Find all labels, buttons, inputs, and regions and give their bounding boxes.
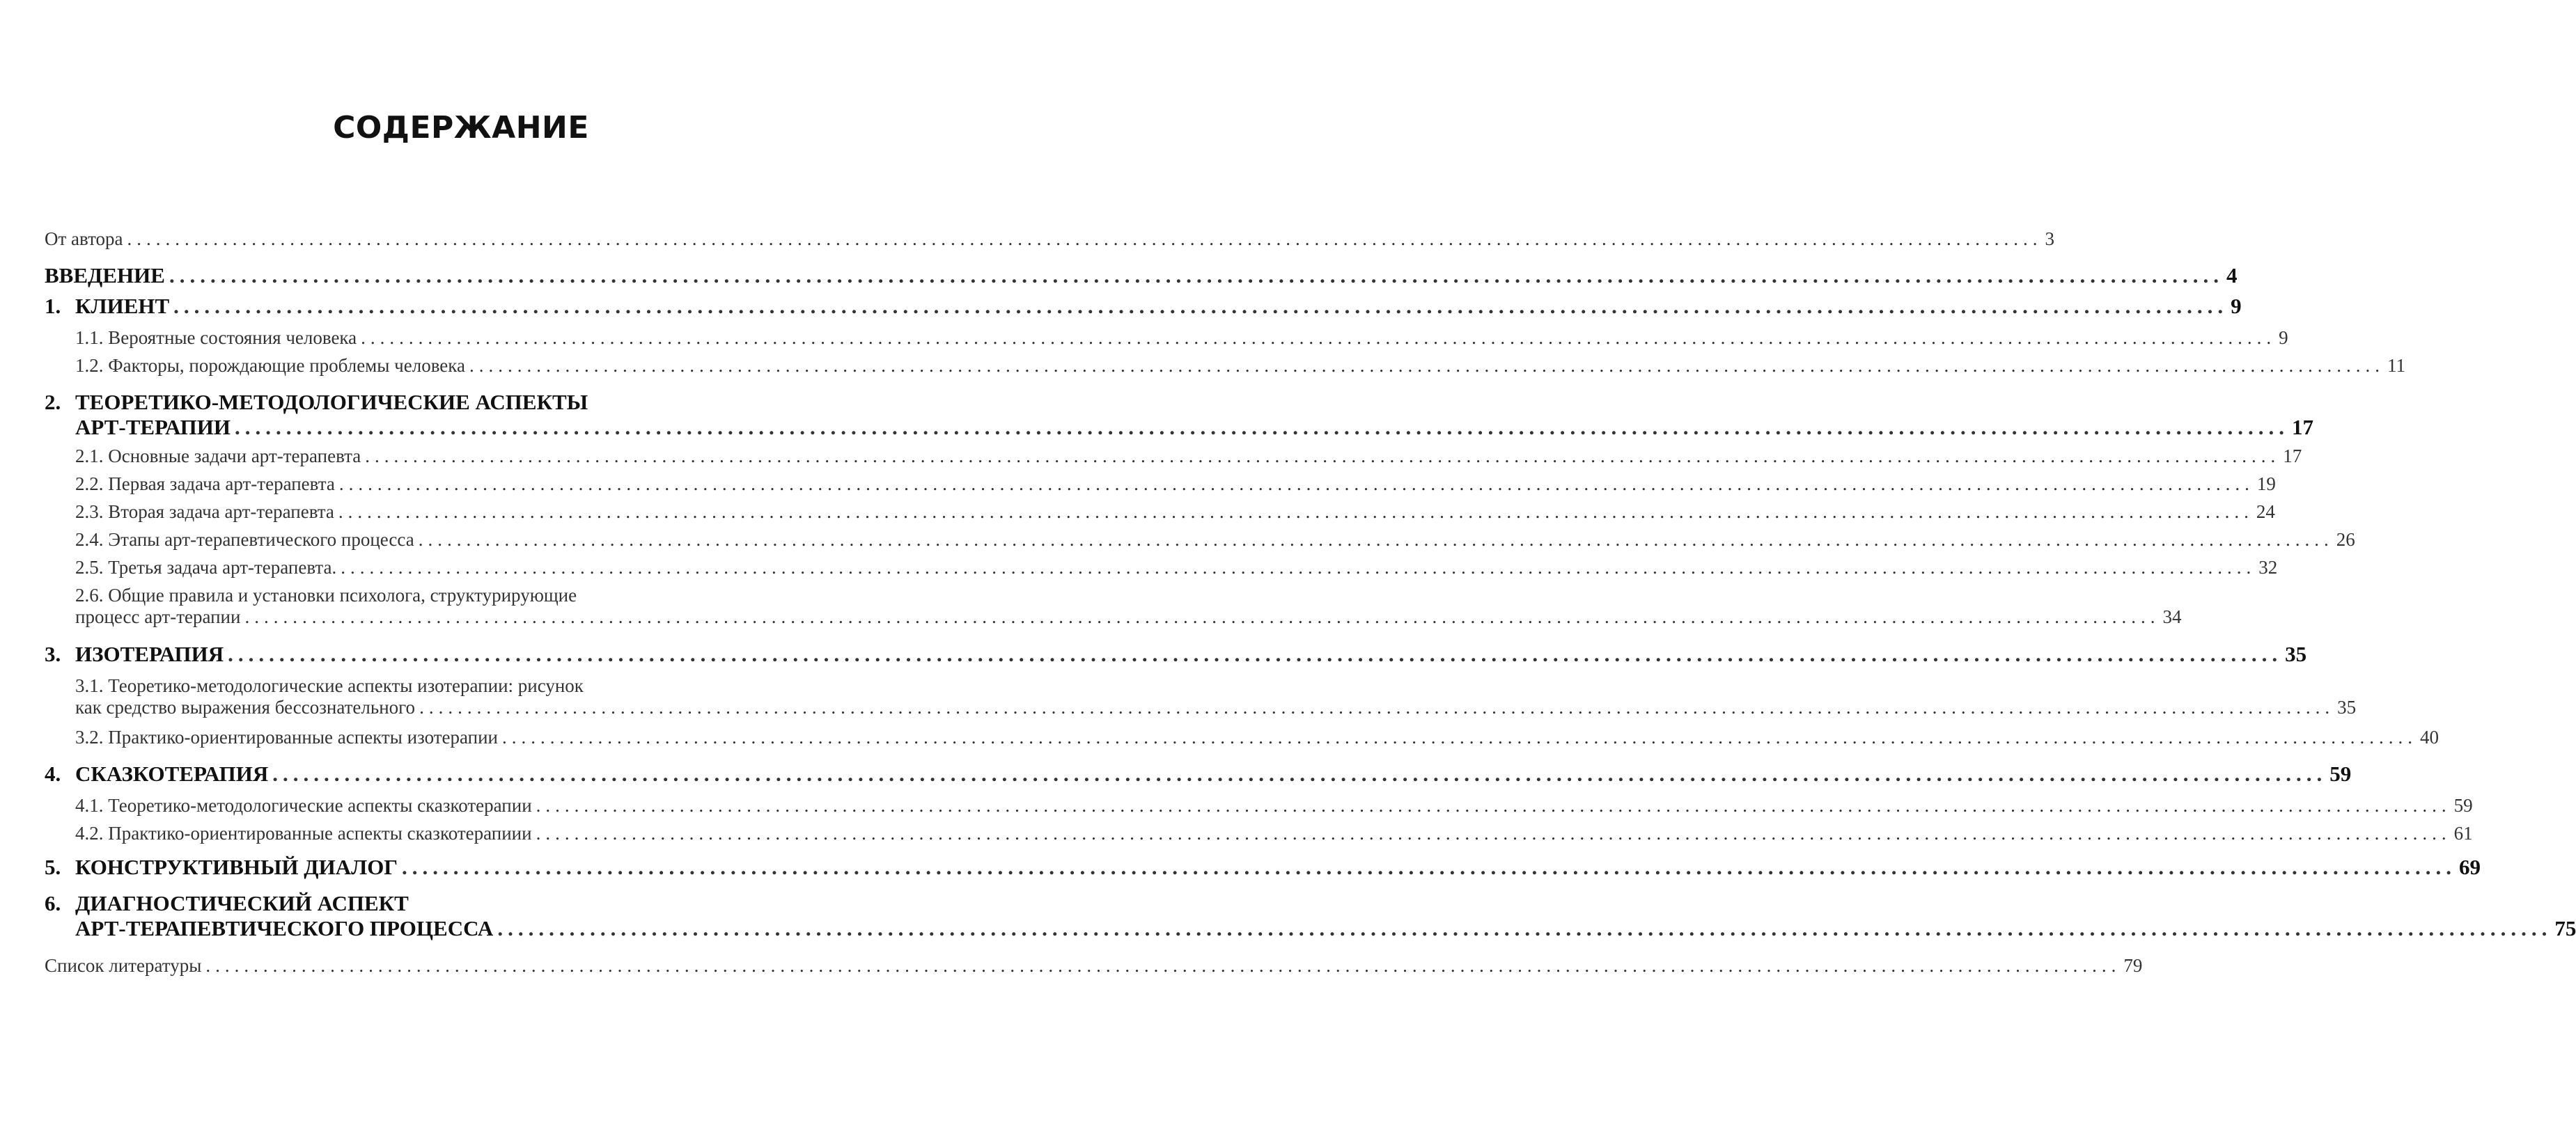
toc-entry-from-author: [45, 228, 2055, 250]
toc-entry-label-line1: ДИАГНОСТИЧЕСКИЙ АСПЕКТ: [75, 891, 409, 915]
chapter-number: 6.: [45, 891, 61, 915]
toc-section-1-2: [45, 355, 2405, 377]
leader-dots: ........................................................................................................................................................................................................: [536, 823, 2451, 844]
toc-entry-label: 1.1. Вероятные состояния человека: [75, 327, 357, 348]
toc-entry-label: 2.1. Основные задачи арт-терапевта: [75, 446, 361, 466]
leader-dots: ........................................................................................................................................................................................................: [127, 228, 2043, 249]
toc-page-number: 11: [2387, 355, 2405, 376]
toc-entry-label-line1: ТЕОРЕТИКО-МЕТОДОЛОГИЧЕСКИЕ АСПЕКТЫ: [75, 390, 588, 414]
leader-dots: ........................................................................................................................................................................................................: [234, 415, 2289, 439]
toc-entry-label: От автора: [45, 228, 123, 249]
leader-dots: ........................................................................................................................................................................................................: [205, 955, 2121, 976]
chapter-number: 2.: [45, 390, 61, 414]
toc-page-number: 26: [2336, 529, 2355, 550]
chapter-number: 4.: [45, 762, 61, 786]
toc-entry-label: 2.5. Третья задача арт-терапевта.: [75, 557, 337, 578]
toc-entry-label: КОНСТРУКТИВНЫЙ ДИАЛОГ: [75, 855, 398, 879]
leader-dots: ........................................................................................................................................................................................................: [173, 294, 2228, 318]
toc-entry-label-line1: 3.1. Теоретико-методологические аспекты изотерапии: рисунок: [75, 675, 584, 696]
toc-section-4-1: [45, 795, 2473, 817]
toc-page-number: 35: [2337, 697, 2357, 718]
toc-entry-label: Список литературы: [45, 955, 202, 976]
toc-entry-label: процесс арт-терапии: [75, 606, 241, 627]
toc-entry-label: СКАЗКОТЕРАПИЯ: [75, 762, 269, 786]
toc-section-2-1: [45, 446, 2302, 467]
toc-entry-label-line1: 2.6. Общие правила и установки психолога, структурирующие: [75, 585, 577, 606]
toc-entry-label: как средство выражения бессознательного: [75, 697, 416, 718]
toc-entry-label: 2.4. Этапы арт-терапевтического процесса: [75, 529, 414, 550]
toc-chapter-1: [45, 294, 2242, 319]
toc-entry-label: 2.2. Первая задача арт-терапевта: [75, 473, 335, 494]
toc-entry-label: 4.2. Практико-ориентированные аспекты сказкотерапиии: [75, 823, 532, 844]
toc-page-number: 34: [2162, 606, 2182, 627]
toc-chapter-4: [45, 762, 2352, 787]
toc-page-number: 69: [2459, 855, 2481, 879]
leader-dots: ........................................................................................................................................................................................................: [497, 916, 2552, 940]
toc-page-number: 59: [2329, 762, 2352, 786]
toc-chapter-5: [45, 855, 2481, 880]
toc-section-4-2: [45, 823, 2473, 844]
toc-entry-label: КЛИЕНТ: [75, 294, 170, 318]
toc-page-number: 59: [2453, 795, 2473, 816]
toc-section-2-2: [45, 473, 2276, 495]
chapter-number: 1.: [45, 294, 61, 318]
toc-page-number: 75: [2554, 916, 2576, 940]
toc-page-number: 32: [2258, 557, 2278, 578]
toc-section-2-4: [45, 529, 2355, 551]
toc-section-2-6: [45, 585, 2182, 628]
toc-page-number: 24: [2256, 501, 2275, 522]
toc-section-3-2: [45, 727, 2439, 748]
toc-page-number: 9: [2231, 294, 2242, 318]
toc-page-number: 61: [2453, 823, 2473, 844]
toc-page-number: 19: [2256, 473, 2276, 494]
toc-section-2-5: [45, 557, 2278, 578]
toc-entry-label: АРТ-ТЕРАПИИ: [75, 415, 231, 439]
chapter-number: 5.: [45, 855, 61, 879]
toc-chapter-6: [45, 891, 2576, 941]
leader-dots: ........................................................................................................................................................................................................: [501, 727, 2417, 748]
leader-dots: ........................................................................................................................................................................................................: [272, 762, 2327, 786]
toc-page-number: 3: [2045, 228, 2055, 249]
toc-chapter-2: [45, 390, 2313, 440]
leader-dots: ........................................................................................................................................................................................................: [338, 501, 2254, 522]
leader-dots: ........................................................................................................................................................................................................: [228, 642, 2283, 666]
toc-page-number: 17: [2283, 446, 2302, 466]
toc-page-number: 79: [2123, 955, 2143, 976]
leader-dots: ........................................................................................................................................................................................................: [338, 473, 2254, 494]
leader-dots: ........................................................................................................................................................................................................: [536, 795, 2451, 816]
toc-page-number: 40: [2419, 727, 2439, 748]
leader-dots: ........................................................................................................................................................................................................: [361, 327, 2277, 348]
toc-page-number: 9: [2279, 327, 2288, 348]
toc-entry-label: ИЗОТЕРАПИЯ: [75, 642, 224, 666]
toc-page-number: 35: [2285, 642, 2307, 666]
toc-entry-label: 3.2. Практико-ориентированные аспекты изотерапии: [75, 727, 498, 748]
toc-section-1-1: [45, 327, 2288, 349]
leader-dots: ........................................................................................................................................................................................................: [365, 446, 2281, 466]
chapter-number: 3.: [45, 642, 61, 666]
toc-entry-label: ВВЕДЕНИЕ: [45, 263, 165, 287]
toc-entry-references: [45, 955, 2143, 977]
toc-page-number: 17: [2291, 415, 2313, 439]
toc-entry-label: 1.2. Факторы, порождающие проблемы человека: [75, 355, 465, 376]
toc-page-number: 4: [2226, 263, 2238, 287]
leader-dots: ........................................................................................................................................................................................................: [469, 355, 2384, 376]
page-title: СОДЕРЖАНИЕ: [333, 110, 589, 145]
leader-dots: ........................................................................................................................................................................................................: [418, 529, 2334, 550]
leader-dots: ........................................................................................................................................................................................................: [341, 557, 2256, 578]
toc-entry-introduction: [45, 263, 2238, 288]
leader-dots: ........................................................................................................................................................................................................: [419, 697, 2335, 718]
toc-entry-label: 4.1. Теоретико-методологические аспекты сказкотерапии: [75, 795, 532, 816]
leader-dots: ........................................................................................................................................................................................................: [244, 606, 2160, 627]
toc-entry-label: 2.3. Вторая задача арт-терапевта: [75, 501, 334, 522]
toc-chapter-3: [45, 642, 2307, 667]
toc-section-2-3: [45, 501, 2275, 523]
leader-dots: ........................................................................................................................................................................................................: [402, 855, 2457, 879]
toc-entry-label: АРТ-ТЕРАПЕВТИЧЕСКОГО ПРОЦЕССА: [75, 916, 494, 940]
leader-dots: ........................................................................................................................................................................................................: [169, 263, 2224, 287]
toc-section-3-1: [45, 675, 2357, 718]
